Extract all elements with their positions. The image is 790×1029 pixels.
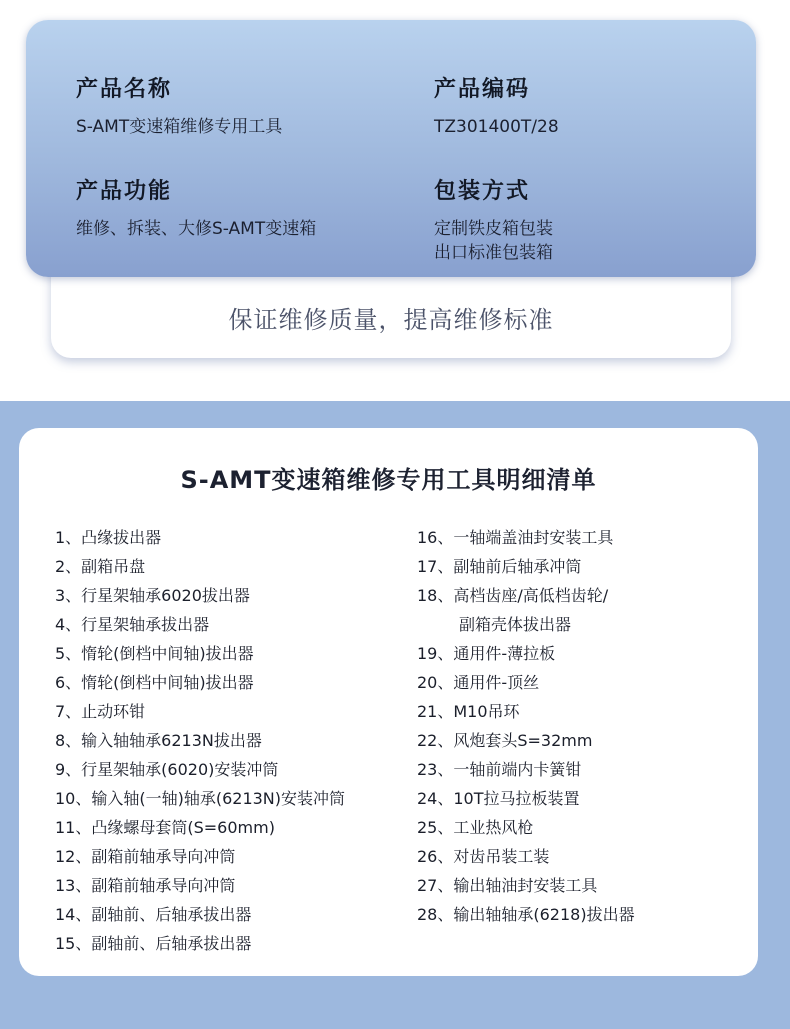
product-code-field [434, 72, 559, 139]
packaging-value-line2: 出口标准包装箱 [434, 243, 553, 263]
product-function-value: 维修、拆装、大修S-AMT变速箱 [76, 219, 317, 239]
product-info-card [26, 20, 756, 277]
product-name-label: 产品名称 [76, 77, 173, 102]
product-name-value: S-AMT变速箱维修专用工具 [76, 117, 283, 137]
tool-list-item: 17、副轴前后轴承冲筒 [417, 557, 582, 576]
tool-list-item: 16、一轴端盖油封安装工具 [417, 528, 614, 547]
tool-list-item: 14、副轴前、后轴承拔出器 [55, 905, 252, 924]
tool-list-item: 28、输出轴轴承(6218)拔出器 [417, 905, 635, 924]
tool-list-item: 1、凸缘拔出器 [55, 528, 162, 547]
tool-list-item: 19、通用件-薄拉板 [417, 644, 556, 663]
tool-list-item: 15、副轴前、后轴承拔出器 [55, 934, 252, 953]
tool-list-item: 27、输出轴油封安装工具 [417, 876, 598, 895]
tool-list-item: 22、风炮套头S=32mm [417, 731, 593, 750]
tool-list-left-column [55, 523, 415, 958]
tool-list-item: 6、惰轮(倒档中间轴)拔出器 [55, 673, 254, 692]
tool-list-item: 12、副箱前轴承导向冲筒 [55, 847, 236, 866]
tool-list-item: 副箱壳体拔出器 [459, 615, 572, 634]
tool-list-item: 5、惰轮(倒档中间轴)拔出器 [55, 644, 254, 663]
product-code-label: 产品编码 [434, 77, 531, 102]
tool-list-right-column [417, 523, 747, 929]
tool-list-item: 25、工业热风枪 [417, 818, 534, 837]
product-function-field [76, 174, 316, 241]
tool-list-item: 7、止动环钳 [55, 702, 146, 721]
packaging-value [434, 217, 553, 265]
tool-list-title: S-AMT变速箱维修专用工具明细清单 [180, 466, 597, 494]
tool-list-item: 21、M10吊环 [417, 702, 520, 721]
packaging-label: 包装方式 [434, 179, 531, 204]
product-code-value: TZ301400T/28 [434, 117, 559, 137]
tool-list-item: 23、一轴前端内卡簧钳 [417, 760, 582, 779]
tool-list-item: 20、通用件-顶丝 [417, 673, 540, 692]
tool-list-item: 18、高档齿座/高低档齿轮/ [417, 586, 609, 605]
tool-list-item: 3、行星架轴承6020拔出器 [55, 586, 250, 605]
product-function-label: 产品功能 [76, 179, 173, 204]
tool-list-item: 24、10T拉马拉板装置 [417, 789, 580, 808]
tool-list-item: 9、行星架轴承(6020)安装冲筒 [55, 760, 279, 779]
tool-list-item: 8、输入轴轴承6213N拔出器 [55, 731, 262, 750]
packaging-field [434, 174, 553, 265]
tool-list-item: 11、凸缘螺母套筒(S=60mm) [55, 818, 275, 837]
tool-list-item: 4、行星架轴承拔出器 [55, 615, 210, 634]
tool-list-item: 13、副箱前轴承导向冲筒 [55, 876, 236, 895]
slogan: 保证维修质量，提高维修标准 [228, 306, 554, 334]
tool-list-item: 10、输入轴(一轴)轴承(6213N)安装冲筒 [55, 789, 346, 808]
tool-list-item: 2、副箱吊盘 [55, 557, 146, 576]
tool-list-item: 26、对齿吊装工装 [417, 847, 550, 866]
product-name-field [76, 72, 282, 139]
packaging-value-line1: 定制铁皮箱包装 [434, 219, 553, 239]
tool-list-card [19, 428, 758, 976]
